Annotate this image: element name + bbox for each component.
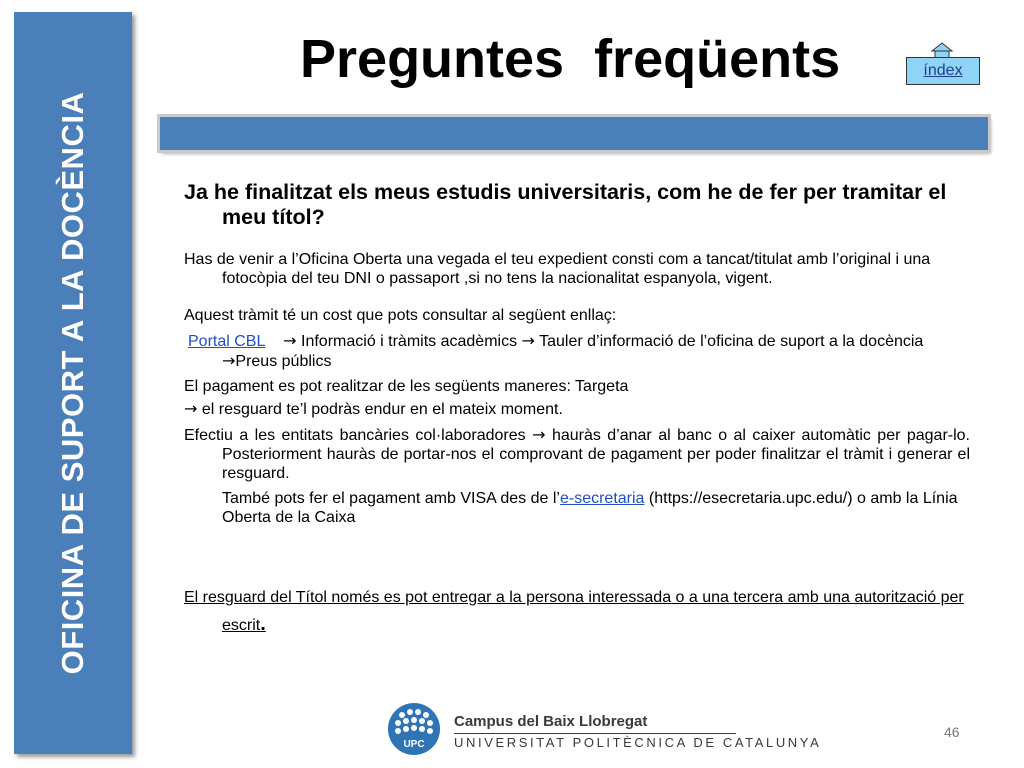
portal-cbl-link[interactable]: Portal CBL — [188, 333, 266, 350]
title-band — [160, 117, 988, 150]
paragraph-7-start: També pots fer el pagament amb VISA des de l’ — [222, 490, 560, 507]
house-icon — [930, 42, 954, 58]
index-label: índex — [923, 62, 963, 79]
paragraph-4: El pagament es pot realitzar de les següents maneres: Targeta — [184, 378, 629, 395]
arrow-icon: → — [532, 425, 546, 444]
sidebar — [14, 12, 132, 754]
paragraph-6-rest: hauràs d’anar al banc o al caixer automàtic per pagar-lo. Posteriorment hauràs de portar-nos el comprovant de pagament per poder finalitzar el tràmit i generar el resguard. — [222, 427, 971, 482]
breadcrumb-board: Tauler d’informació de l’oficina de suport a la docència — [539, 333, 924, 350]
arrow-icon: → — [521, 331, 535, 350]
arrow-icon: → — [283, 331, 297, 350]
page-number: 46 — [944, 724, 960, 740]
paragraph-1: Has de venir a l’Oficina Oberta una vegada el teu expedient consti com a tancat/titulat amb l’original i una fotocòpia del teu DNI o passaport ,si no tens la nacionalitat espanyola, vigent. — [184, 251, 931, 287]
footer-divider — [454, 733, 736, 734]
paragraph-8-cont: autorització per escrit — [222, 589, 964, 634]
paragraph-8-text: El resguard del Títol només es pot entregar a la persona interessada o a una tercera amb una — [184, 589, 850, 606]
upc-logo-text: UPC — [403, 739, 425, 750]
paragraph-7 — [184, 489, 970, 527]
paragraph-5 — [184, 399, 970, 419]
sidebar-label: OFICINA DE SUPORT A LA DOCÈNCIA — [55, 91, 90, 675]
breadcrumb-academic: Informació i tràmits acadèmics — [301, 333, 518, 350]
arrow-icon: → — [184, 399, 198, 418]
content — [184, 180, 970, 639]
paragraph-5-text: el resguard te’l podràs endur en el mateix moment. — [201, 401, 563, 418]
paragraph-6 — [184, 425, 970, 483]
index-button[interactable] — [906, 57, 980, 85]
paragraph-7-rest: (https://esecretaria.upc.edu/) o amb la Línia Oberta de la Caixa — [222, 490, 958, 526]
paragraph-3 — [184, 331, 970, 371]
e-secretaria-link[interactable]: e-secretaria — [559, 490, 645, 507]
university-name: UNIVERSITAT POLITÈCNICA DE CATALUNYA — [454, 735, 822, 750]
upc-logo — [388, 703, 440, 755]
question-heading: Ja he finalitzat els meus estudis universitaris, com he de fer per tramitar el meu títol? — [184, 180, 947, 229]
campus-name: Campus del Baix Llobregat — [454, 713, 648, 730]
paragraph-8 — [184, 585, 970, 639]
page-title: Preguntes freqüents — [300, 29, 841, 89]
breadcrumb-prices: Preus públics — [235, 353, 332, 370]
paragraph-8-end: . — [260, 613, 266, 635]
arrow-icon: → — [222, 351, 236, 370]
paragraph-2: Aquest tràmit té un cost que pots consultar al següent enllaç: — [184, 307, 617, 324]
paragraph-6-start: Efectiu a les entitats bancàries col·laboradores — [184, 427, 526, 444]
